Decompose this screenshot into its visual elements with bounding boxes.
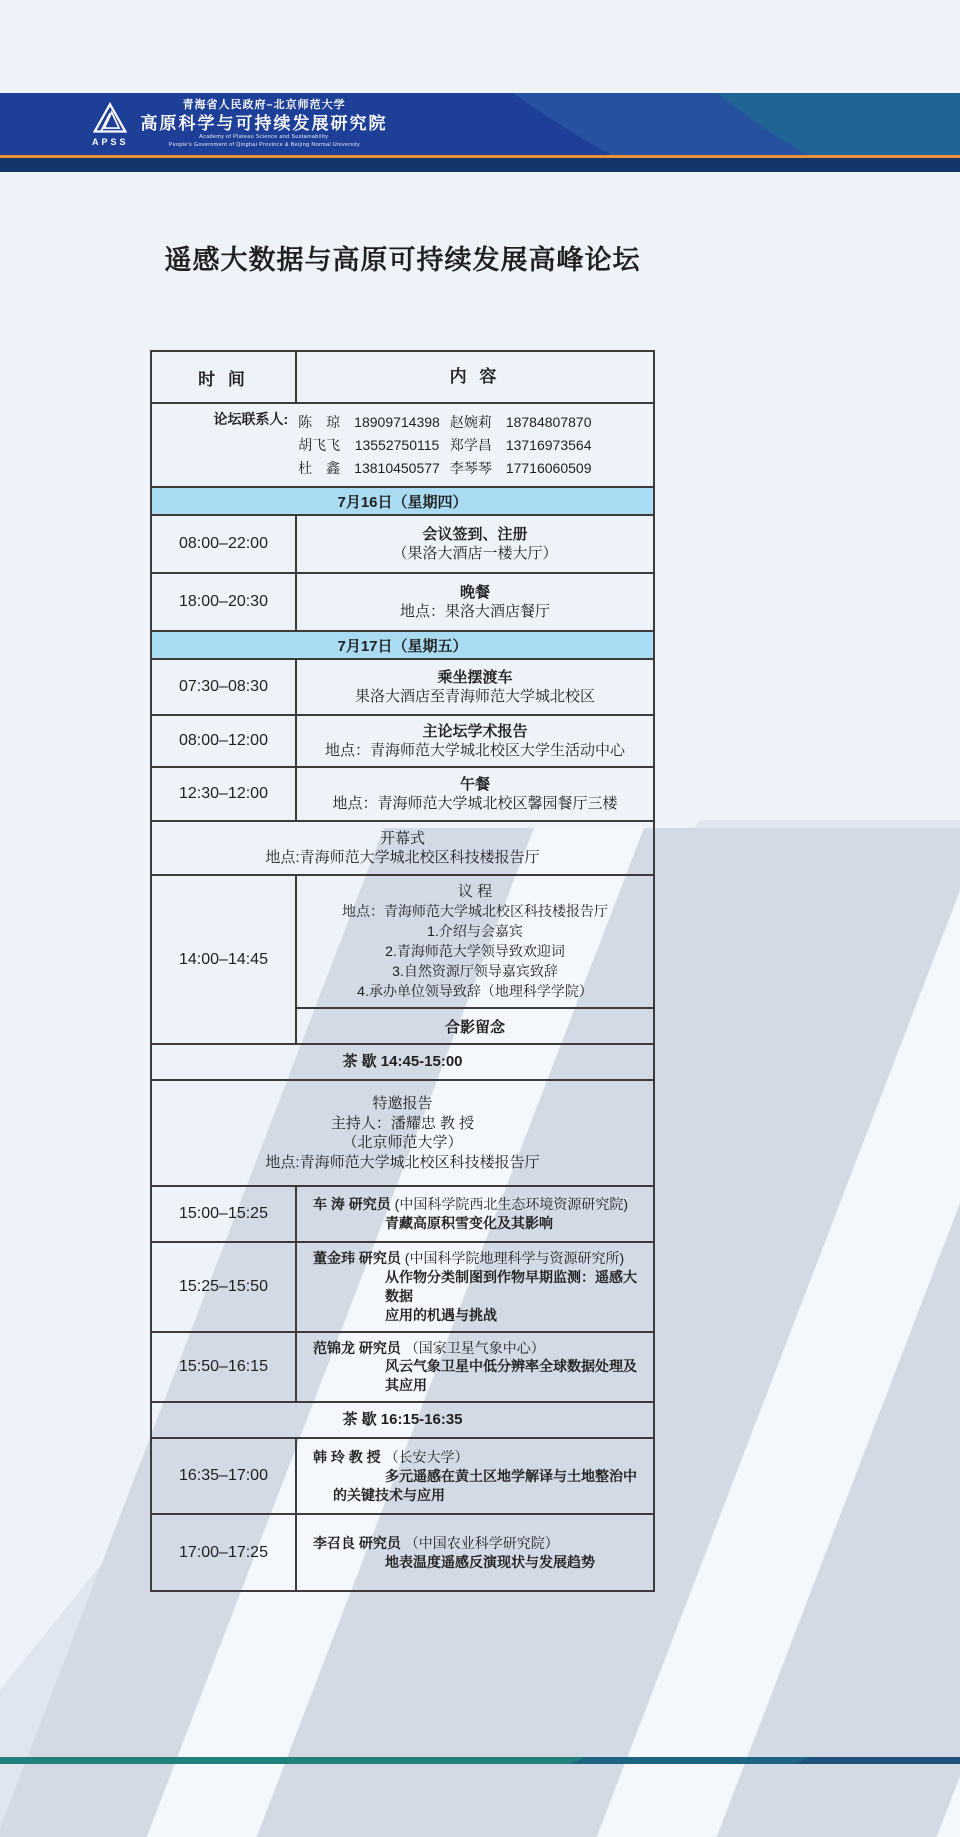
- column-header-time: 时 间: [152, 352, 297, 402]
- institution-brand: [92, 93, 388, 155]
- time-cell: 15:25–15:50: [152, 1243, 297, 1331]
- group-photo-cell: 合影留念: [297, 1007, 653, 1043]
- contact-name: 赵婉莉: [449, 413, 492, 430]
- invited-chair: 主持人：潘耀忠 教 授: [330, 1114, 475, 1132]
- contact-phone: 18784807870: [505, 413, 592, 430]
- time-cell: 15:50–16:15: [152, 1333, 297, 1402]
- talk-row: [152, 1513, 653, 1590]
- contact-phone: 13552750115: [354, 436, 440, 453]
- agenda-row: [152, 874, 653, 1043]
- contact-name: 胡飞飞: [298, 436, 341, 453]
- column-header-content: 内 容: [449, 366, 501, 386]
- event-title: 晚餐: [459, 583, 490, 601]
- tea-break-row: 茶 歇 14:45-15:00: [152, 1043, 653, 1079]
- speaker-name: 韩 玲 教 授: [313, 1448, 381, 1465]
- contact-phone: 17716060509: [505, 459, 592, 476]
- agenda-right: [297, 876, 653, 1043]
- speaker-name: 范锦龙 研究员: [313, 1339, 401, 1356]
- day-header-row: [152, 630, 653, 658]
- talk-row: [152, 1185, 653, 1241]
- time-cell: 07:30–08:30: [152, 660, 297, 714]
- contacts-label: 论坛联系人:: [213, 411, 289, 427]
- invited-title: 特邀报告: [372, 1095, 433, 1112]
- schedule-row: [152, 714, 653, 766]
- contact-phone: 13716973564: [505, 436, 592, 453]
- time-cell: 08:00–12:00: [152, 716, 297, 766]
- contacts-block: [152, 404, 653, 486]
- opening-ceremony-row: [152, 820, 653, 874]
- speaker-name: 董金玮 研究员: [313, 1250, 401, 1266]
- agenda-title: 议 程: [457, 883, 493, 901]
- content-cell: [297, 574, 653, 630]
- event-title: 主论坛学术报告: [422, 722, 528, 740]
- agenda-line: 3.自然资源厅领导嘉宾致辞: [392, 963, 558, 980]
- table-header-row: [152, 352, 653, 402]
- speaker-line: [313, 1249, 647, 1268]
- speaker-affiliation: （中国农业科学研究院）: [404, 1534, 559, 1551]
- time-cell: 18:00–20:30: [152, 574, 297, 630]
- talk-title: 地表温度遥感反演现状与发展趋势: [385, 1553, 595, 1570]
- event-location: （果洛大酒店一楼大厅）: [392, 545, 558, 562]
- schedule-row: [152, 572, 653, 630]
- contact-name: 陈 琼: [298, 413, 341, 430]
- agenda-line: 地点：青海师范大学城北校区科技楼报告厅: [342, 903, 608, 920]
- contact-name: 郑学昌: [449, 436, 492, 453]
- agenda-main: [297, 876, 653, 1007]
- schedule-table: [150, 350, 655, 1592]
- time-cell: 15:00–15:25: [152, 1187, 297, 1241]
- event-location: 地点：青海师范大学城北校区大学生活动中心: [324, 742, 625, 759]
- talk-row: [152, 1241, 653, 1331]
- day-header-label: 7月16日（星期四）: [337, 493, 468, 511]
- org-en-1: Academy of Plateau Science and Sustainability: [199, 134, 329, 140]
- contact-name: 李琴琴: [449, 459, 492, 476]
- speaker-affiliation: (中国科学院西北生态环境资源研究院): [394, 1196, 628, 1213]
- talk-row: [152, 1437, 653, 1513]
- speaker-line: [313, 1534, 647, 1553]
- content-cell: [297, 516, 653, 572]
- contacts-col2: [450, 412, 592, 479]
- time-cell: 17:00–17:25: [152, 1515, 297, 1590]
- event-title: 午餐: [459, 775, 490, 793]
- contact-name: 杜 鑫: [298, 459, 341, 476]
- contacts-col1: [298, 412, 440, 479]
- speaker-name: 李召良 研究员: [313, 1534, 401, 1551]
- time-cell: 08:00–22:00: [152, 516, 297, 572]
- stripe-teal-segment: [0, 1757, 585, 1764]
- talk-row: [152, 1331, 653, 1402]
- talk-cell: [297, 1515, 653, 1590]
- tea-break-row: 茶 歇 16:15-16:35: [152, 1401, 653, 1437]
- event-location: 地点:青海师范大学城北校区科技楼报告厅: [265, 849, 540, 866]
- invited-reports-row: [152, 1079, 653, 1185]
- event-title: 会议签到、注册: [422, 525, 528, 543]
- org-cn-big: 高原科学与可持续发展研究院: [140, 113, 388, 133]
- schedule-row: [152, 766, 653, 820]
- event-location: 果洛大酒店至青海师范大学城北校区: [354, 688, 595, 705]
- content-cell: [297, 768, 653, 820]
- invited-location: 地点:青海师范大学城北校区科技楼报告厅: [265, 1153, 540, 1171]
- speaker-name: 车 涛 研究员: [313, 1196, 391, 1213]
- day-header-label: 7月17日（星期五）: [337, 637, 468, 655]
- contact-phone: 13810450577: [354, 459, 440, 476]
- agenda-line: 2.青海师范大学领导致欢迎词: [385, 943, 565, 960]
- event-title: 乘坐摆渡车: [437, 668, 513, 686]
- logo-word: APSS: [92, 136, 129, 147]
- bottom-stripe: [0, 1757, 960, 1764]
- institution-banner: [0, 93, 960, 172]
- content-cell: [297, 660, 653, 714]
- page-title: 遥感大数据与高原可持续发展高峰论坛: [164, 245, 641, 275]
- apss-logo: [92, 102, 129, 147]
- time-cell: 14:00–14:45: [152, 876, 297, 1043]
- speaker-line: [313, 1195, 647, 1214]
- contact-phone: 18909714398: [354, 413, 440, 430]
- talk-title: 的关键技术与应用: [333, 1486, 445, 1503]
- speaker-affiliation: （国家卫星气象中心）: [404, 1339, 545, 1356]
- talk-title: 多元遥感在黄土区地学解译与土地整治中: [385, 1467, 637, 1484]
- speaker-affiliation: （长安大学）: [384, 1448, 469, 1465]
- time-cell: 16:35–17:00: [152, 1439, 297, 1513]
- talk-title: 应用的机遇与挑战: [385, 1306, 497, 1323]
- talk-cell: [297, 1439, 653, 1513]
- talk-cell: [297, 1333, 653, 1402]
- talk-cell: [297, 1187, 653, 1241]
- contacts-row: [152, 402, 653, 486]
- agenda-line: 1.介绍与会嘉宾: [427, 923, 523, 940]
- agenda-line: 4.承办单位领导致辞（地理科学学院）: [357, 982, 593, 999]
- schedule-row: [152, 658, 653, 714]
- speaker-line: [313, 1339, 647, 1358]
- schedule-row: [152, 514, 653, 572]
- org-en-2: People's Government of Qinghai Province & Beijing Normal University: [168, 141, 360, 148]
- speaker-affiliation: (中国科学院地理科学与资源研究所): [404, 1250, 625, 1266]
- institution-names: [141, 99, 388, 149]
- talk-title: 青藏高原积雪变化及其影响: [385, 1215, 553, 1231]
- event-location: 地点：果洛大酒店餐厅: [399, 603, 550, 620]
- time-cell: 12:30–12:00: [152, 768, 297, 820]
- talk-cell: [297, 1243, 653, 1331]
- talk-title: 风云气象卫星中低分辨率全球数据处理及其应用: [385, 1358, 637, 1394]
- mountain-triangle-icon: [93, 102, 127, 136]
- banner-navy-rule: [0, 158, 960, 172]
- event-title: 开幕式: [379, 829, 425, 847]
- day-header-row: [152, 486, 653, 514]
- org-cn-small: 青海省人民政府–北京师范大学: [182, 99, 346, 111]
- invited-chair-affil: （北京师范大学）: [342, 1134, 463, 1151]
- talk-title: 从作物分类制图到作物早期监测：遥感大数据: [385, 1268, 637, 1304]
- content-cell: [297, 716, 653, 766]
- event-location: 地点：青海师范大学城北校区馨园餐厅三楼: [332, 795, 618, 812]
- speaker-line: [313, 1448, 647, 1467]
